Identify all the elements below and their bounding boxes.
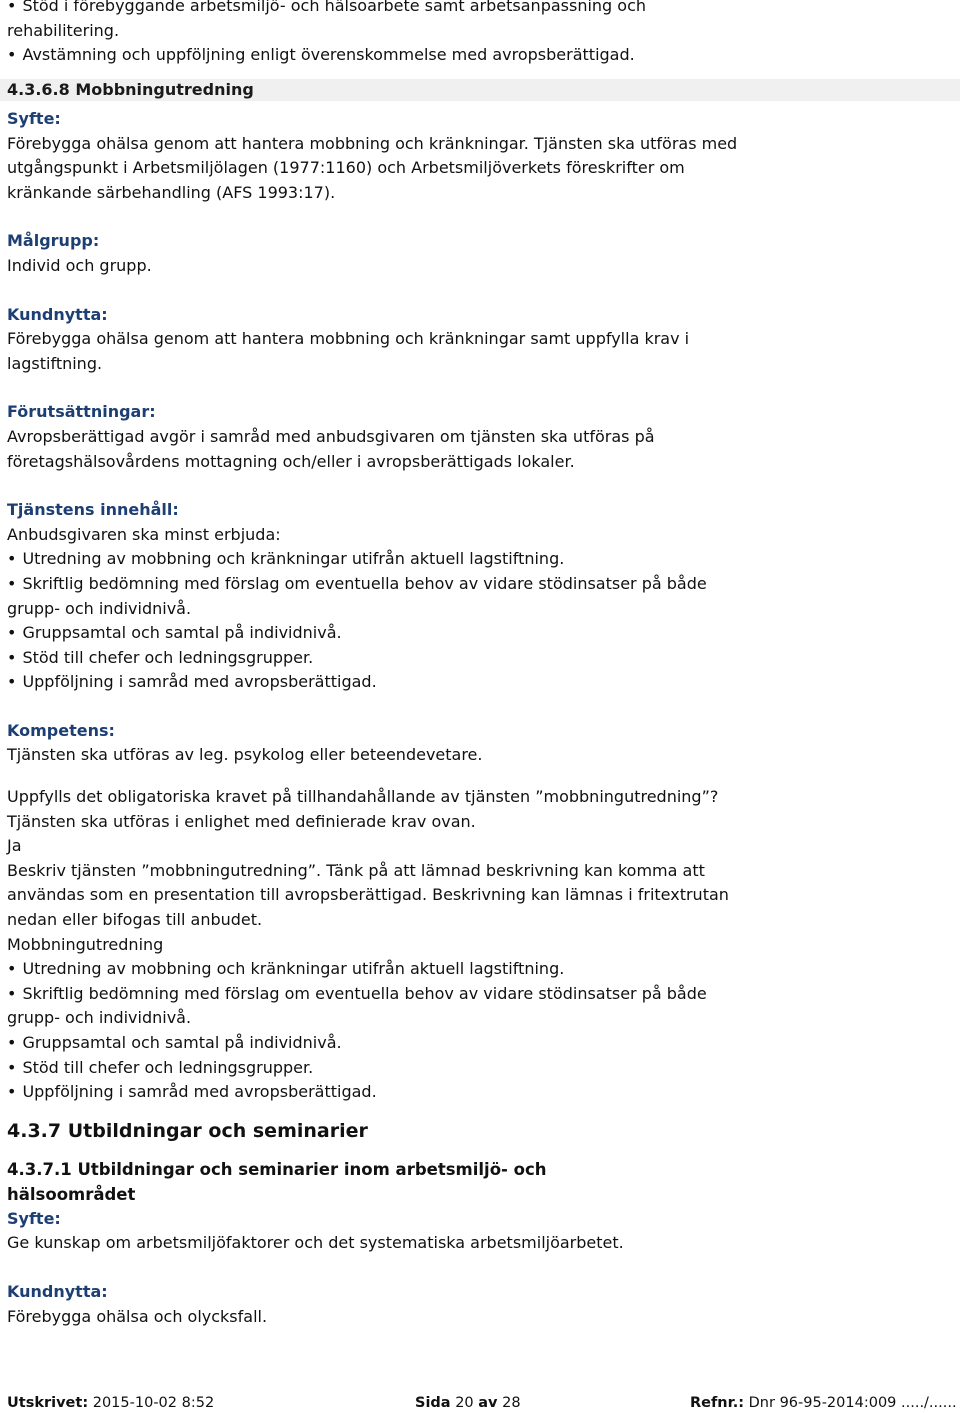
describe-instruction: Beskriv tjänsten ”mobbningutredning”. Tänk på att lämnad beskrivning kan komma att xyxy=(7,860,705,880)
answer-title: Mobbningutredning xyxy=(7,934,164,954)
list-item: • Uppföljning i samråd med avropsberättigad. xyxy=(7,670,953,695)
page-number: Sida 20 av 28 xyxy=(415,1395,521,1411)
requirement-question: Tjänsten ska utföras i enlighet med definierade krav ovan. xyxy=(7,811,476,831)
forutsattningar-text: Avropsberättigad avgör i samråd med anbudsgivaren om tjänsten ska utföras på xyxy=(7,426,655,446)
syfte-text: Förebygga ohälsa genom att hantera mobbning och kränkningar. Tjänsten ska utföras med xyxy=(7,133,738,153)
list-item: • Stöd till chefer och ledningsgrupper. xyxy=(7,646,953,671)
syfte-label: Syfte: xyxy=(7,1208,61,1228)
list-item: • Avstämning och uppföljning enligt överenskommelse med avropsberättigad. xyxy=(7,43,646,68)
describe-instruction: användas som en presentation till avropsberättigad. Beskrivning kan lämnas i fritextrutan xyxy=(7,885,729,905)
requirement-question: Uppfylls det obligatoriska kravet på tillhandahållande av tjänsten ”mobbningutredning”? xyxy=(7,787,719,807)
subsection-title: 4.3.7.1 Utbildningar och seminarier inom arbetsmiljö- och xyxy=(7,1159,547,1179)
forutsattningar-label: Förutsättningar: xyxy=(7,402,156,422)
list-item: • Stöd till chefer och ledningsgrupper. xyxy=(7,1056,953,1081)
kundnytta-text: Förebygga ohälsa och olycksfall. xyxy=(7,1306,268,1326)
kompetens-text: Tjänsten ska utföras av leg. psykolog eller beteendevetare. xyxy=(7,745,483,765)
list-item: • Utredning av mobbning och kränkningar utifrån aktuell lagstiftning. xyxy=(7,547,953,572)
describe-instruction: nedan eller bifogas till anbudet. xyxy=(7,910,263,930)
syfte-text: kränkande särbehandling (AFS 1993:17). xyxy=(7,182,336,202)
kundnytta-text: Förebygga ohälsa genom att hantera mobbning och kränkningar samt uppfylla krav i xyxy=(7,329,690,349)
list-item-continuation: rehabilitering. xyxy=(7,20,120,40)
innehall-intro: Anbudsgivaren ska minst erbjuda: xyxy=(7,524,281,544)
kundnytta-label: Kundnytta: xyxy=(7,1281,108,1301)
requirement-answer: Ja xyxy=(7,836,22,856)
section-body xyxy=(7,107,953,1329)
syfte-text: Ge kunskap om arbetsmiljöfaktorer och det systematiska arbetsmiljöarbetet. xyxy=(7,1233,624,1253)
list-item: • Uppföljning i samråd med avropsberättigad. xyxy=(7,1080,953,1105)
malgrupp-text: Individ och grupp. xyxy=(7,255,152,275)
list-item: • Utredning av mobbning och kränkningar utifrån aktuell lagstiftning. xyxy=(7,957,953,982)
print-date: Utskrivet: 2015-10-02 8:52 xyxy=(7,1395,215,1411)
list-item-continuation: grupp- och individnivå. xyxy=(7,1008,192,1028)
section-heading: 4.3.6.8 Mobbningutredning xyxy=(0,79,960,101)
malgrupp-label: Målgrupp: xyxy=(7,231,100,251)
list-item: • Skriftlig bedömning med förslag om eventuella behov av vidare stödinsatser på både xyxy=(7,572,953,597)
intro-list xyxy=(7,0,646,68)
kundnytta-label: Kundnytta: xyxy=(7,304,108,324)
reference-number: Refnr.: Dnr 96-95-2014:009 ...../...... xyxy=(690,1395,957,1411)
section-title: 4.3.7 Utbildningar och seminarier xyxy=(7,1119,368,1142)
syfte-label: Syfte: xyxy=(7,109,61,128)
list-item-continuation: grupp- och individnivå. xyxy=(7,598,192,618)
kundnytta-text: lagstiftning. xyxy=(7,353,103,373)
list-item: • Gruppsamtal och samtal på individnivå. xyxy=(7,1031,953,1056)
innehall-label: Tjänstens innehåll: xyxy=(7,500,179,520)
list-item: • Stöd i förebyggande arbetsmiljö- och hälsoarbete samt arbetsanpassning och xyxy=(7,0,646,19)
kompetens-label: Kompetens: xyxy=(7,720,115,740)
subsection-title: hälsoområdet xyxy=(7,1184,136,1204)
forutsattningar-text: företagshälsovårdens mottagning och/eller i avropsberättigads lokaler. xyxy=(7,451,575,471)
syfte-text: utgångspunkt i Arbetsmiljölagen (1977:1160) och Arbetsmiljöverkets föreskrifter om xyxy=(7,158,685,178)
list-item: • Gruppsamtal och samtal på individnivå. xyxy=(7,621,953,646)
list-item: • Skriftlig bedömning med förslag om eventuella behov av vidare stödinsatser på både xyxy=(7,982,953,1007)
